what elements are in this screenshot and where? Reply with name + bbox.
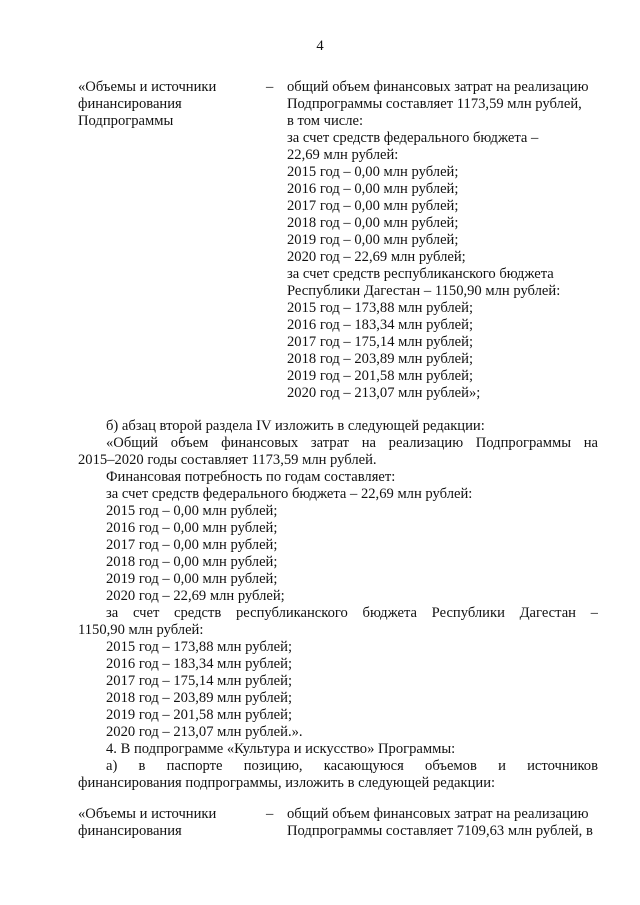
section-b-republic-year: 2015 год – 173,88 млн рублей; bbox=[106, 639, 293, 655]
section-b-federal-year: 2016 год – 0,00 млн рублей; bbox=[106, 520, 278, 536]
passport-1-republic-head: за счет средств республиканского бюджета bbox=[287, 266, 554, 282]
item-4-a-line-1: а) в паспорте позицию, касающуюся объемов и источников bbox=[106, 758, 598, 774]
section-b-intro: б) абзац второй раздела IV изложить в следующей редакции: bbox=[106, 418, 485, 434]
passport-1-federal-year: 2020 год – 22,69 млн рублей; bbox=[287, 249, 466, 265]
passport-1-federal-head: за счет средств федерального бюджета – bbox=[287, 130, 539, 146]
passport-1-total-line: в том числе: bbox=[287, 113, 364, 129]
passport-2-label-line: финансирования bbox=[78, 823, 182, 839]
section-b-republic-year: 2020 год – 213,07 млн рублей.». bbox=[106, 724, 303, 740]
section-b-need: Финансовая потребность по годам составляет: bbox=[106, 469, 396, 485]
passport-1-republic-year: 2015 год – 173,88 млн рублей; bbox=[287, 300, 474, 316]
passport-1-federal-head: 22,69 млн рублей: bbox=[287, 147, 399, 163]
passport-2-dash: – bbox=[266, 806, 274, 822]
passport-1-federal-year: 2015 год – 0,00 млн рублей; bbox=[287, 164, 459, 180]
passport-1-label-line: «Объемы и источники bbox=[78, 79, 217, 95]
passport-2-left-column bbox=[78, 806, 258, 840]
passport-1-republic-year: 2019 год – 201,58 млн рублей; bbox=[287, 368, 474, 384]
passport-1-federal-year: 2016 год – 0,00 млн рублей; bbox=[287, 181, 459, 197]
section-b-republic-year: 2016 год – 183,34 млн рублей; bbox=[106, 656, 293, 672]
passport-1-dash: – bbox=[266, 79, 274, 95]
passport-1-republic-year: 2017 год – 175,14 млн рублей; bbox=[287, 334, 474, 350]
passport-1-republic-year: 2018 год – 203,89 млн рублей; bbox=[287, 351, 474, 367]
section-b-republic-year: 2018 год – 203,89 млн рублей; bbox=[106, 690, 293, 706]
passport-1-republic-year: 2020 год – 213,07 млн рублей»; bbox=[287, 385, 481, 401]
section-b-quote-line-1: «Общий объем финансовых затрат на реализацию Подпрограммы на bbox=[106, 435, 598, 451]
passport-1-federal-year: 2018 год – 0,00 млн рублей; bbox=[287, 215, 459, 231]
page-number: 4 bbox=[316, 38, 324, 54]
section-b-republic-line-1: за счет средств республиканского бюджета Республики Дагестан – bbox=[106, 605, 598, 621]
item-4-heading: 4. В подпрограмме «Культура и искусство» Программы: bbox=[106, 741, 456, 757]
item-4-a-line-2: финансирования подпрограммы, изложить в следующей редакции: bbox=[78, 775, 496, 791]
passport-1-republic-head: Республики Дагестан – 1150,90 млн рублей: bbox=[287, 283, 561, 299]
section-b-republic-year: 2017 год – 175,14 млн рублей; bbox=[106, 673, 293, 689]
section-b-federal-year: 2015 год – 0,00 млн рублей; bbox=[106, 503, 278, 519]
passport-1-label-line: Подпрограммы bbox=[78, 113, 174, 129]
passport-1-republic-year: 2016 год – 183,34 млн рублей; bbox=[287, 317, 474, 333]
section-b-republic-line-2: 1150,90 млн рублей: bbox=[78, 622, 204, 638]
passport-1-left-column bbox=[78, 79, 258, 130]
passport-1-federal-year: 2017 год – 0,00 млн рублей; bbox=[287, 198, 459, 214]
section-b-federal-year: 2017 год – 0,00 млн рублей; bbox=[106, 537, 278, 553]
passport-2-total-line: Подпрограммы составляет 7109,63 млн рублей, в bbox=[287, 823, 593, 839]
passport-2-total-line: общий объем финансовых затрат на реализацию bbox=[287, 806, 589, 822]
section-b bbox=[78, 418, 598, 741]
item-4 bbox=[78, 741, 598, 792]
passport-1-total-line: общий объем финансовых затрат на реализацию bbox=[287, 79, 589, 95]
section-b-federal: за счет средств федерального бюджета – 22,69 млн рублей: bbox=[106, 486, 473, 502]
passport-1-right-column bbox=[287, 79, 600, 402]
passport-2-label-line: «Объемы и источники bbox=[78, 806, 217, 822]
section-b-federal-year: 2019 год – 0,00 млн рублей; bbox=[106, 571, 278, 587]
section-b-federal-year: 2018 год – 0,00 млн рублей; bbox=[106, 554, 278, 570]
section-b-republic-year: 2019 год – 201,58 млн рублей; bbox=[106, 707, 293, 723]
passport-1-federal-year: 2019 год – 0,00 млн рублей; bbox=[287, 232, 459, 248]
passport-2-right-column bbox=[287, 806, 600, 840]
passport-1-label-line: финансирования bbox=[78, 96, 182, 112]
passport-1-total-line: Подпрограммы составляет 1173,59 млн рублей, bbox=[287, 96, 582, 112]
section-b-federal-year: 2020 год – 22,69 млн рублей; bbox=[106, 588, 285, 604]
section-b-quote-line-2: 2015–2020 годы составляет 1173,59 млн рублей. bbox=[78, 452, 377, 468]
